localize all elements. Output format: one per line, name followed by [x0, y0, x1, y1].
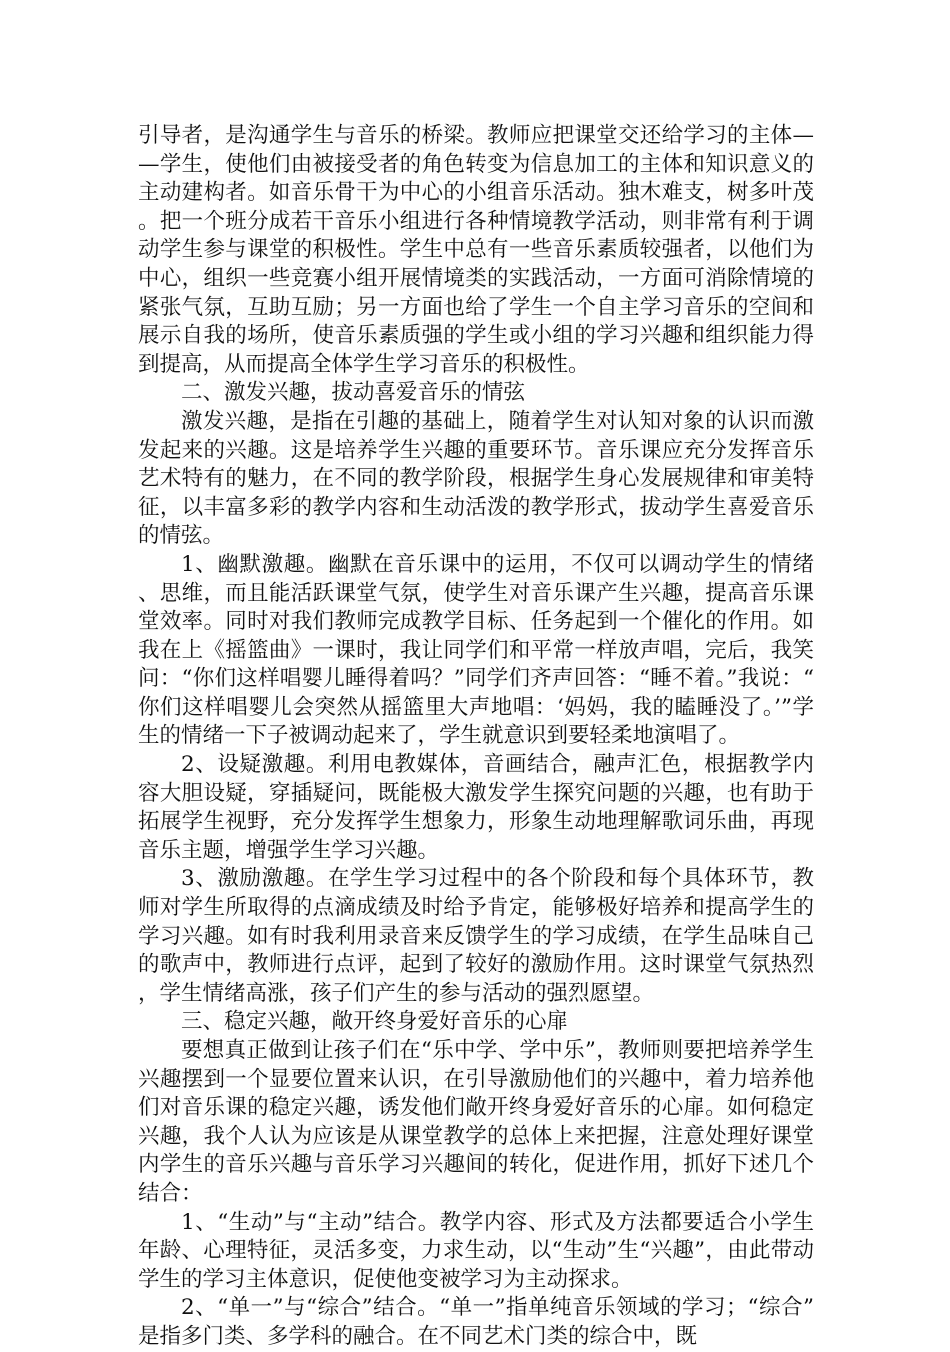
- paragraph-stimulate-interest: 激发兴趣，是指在引趣的基础上，随着学生对认知对象的认识而激发起来的兴趣。这是培养学生兴趣的重要环节。音乐课应充分发挥音乐艺术特有的魅力，在不同的教学阶段，根据学生身心发展规律和审美特征，以丰富多彩的教学内容和生动活泼的教学形式，拔动学生喜爱音乐的情弦。: [138, 408, 814, 549]
- paragraph-continued-intro: 引导者，是沟通学生与音乐的桥梁。教师应把课堂交还给学习的主体——学生，使他们由被接受者的角色转变为信息加工的主体和知识意义的主动建构者。如音乐骨干为中心的小组音乐活动。独木难支，树多叶茂。把一个班分成若干音乐小组进行各种情境教学活动，则非常有利于调动学生参与课堂的积极性。学生中总有一些音乐素质较强者，以他们为中心，组织一些竞赛小组开展情境类的实践活动，一方面可消除情境的紧张气氛，互助互励；另一方面也给了学生一个自主学习音乐的空间和展示自我的场所，使音乐素质强的学生或小组的学习兴趣和组织能力得到提高，从而提高全体学生学习音乐的积极性。: [138, 123, 814, 377]
- paragraph-single-comprehensive: 2、“单一”与“综合”结合。“单一”指单纯音乐领域的学习；“综合”是指多门类、多学科的融合。在不同艺术门类的综合中，既: [138, 1295, 814, 1349]
- paragraph-vivid-active: 1、“生动”与“主动”结合。教学内容、形式及方法都要适合小学生年龄、心理特征，灵活多变，力求生动，以“生动”生“兴趣”，由此带动学生的学习主体意识，促使他变被学习为主动探求。: [138, 1209, 814, 1292]
- section-heading-3: 三、稳定兴趣，敞开终身爱好音乐的心扉: [181, 1009, 569, 1035]
- paragraph-stabilize-interest: 要想真正做到让孩子们在“乐中学、学中乐”，教师则要把培养学生兴趣摆到一个显要位置来认识，在引导激励他们的兴趣中，着力培养他们对音乐课的稳定兴趣，诱发他们敞开终身爱好音乐的心扉。如何稳定兴趣，我个人认为应该是从课堂教学的总体上来把握，注意处理好课堂内学生的音乐兴趣与音乐学习兴趣间的转化，促进作用，抓好下述几个结合：: [138, 1038, 814, 1206]
- document-body: [138, 122, 814, 1352]
- paragraph-humor: 1、幽默激趣。幽默在音乐课中的运用，不仅可以调动学生的情绪、思维，而且能活跃课堂气氛，使学生对音乐课产生兴趣，提高音乐课堂效率。同时对我们教师完成教学目标、任务起到一个催化的作用。如我在上《摇篮曲》一课时，我让同学们和平常一样放声唱，完后，我笑问：“你们这样唱婴儿睡得着吗？”同学们齐声回答：“睡不着。”我说：“你们这样唱婴儿会突然从摇篮里大声地唱：‘妈妈，我的瞌睡没了。’”学生的情绪一下子被调动起来了，学生就意识到要轻柔地演唱了。: [138, 551, 814, 749]
- section-heading-2: 二、激发兴趣，拔动喜爱音乐的情弦: [181, 380, 526, 406]
- paragraph-encouragement: 3、激励激趣。在学生学习过程中的各个阶段和每个具体环节，教师对学生所取得的点滴成绩及时给予肯定，能够极好培养和提高学生的学习兴趣。如有时我利用录音来反馈学生的学习成绩，在学生品味自己的歌声中，教师进行点评，起到了较好的激励作用。这时课堂气氛热烈，学生情绪高涨，孩子们产生的参与活动的强烈愿望。: [138, 866, 814, 1006]
- paragraph-questioning: 2、设疑激趣。利用电教媒体，音画结合，融声汇色，根据教学内容大胆设疑，穿插疑问，既能极大激发学生探究问题的兴趣，也有助于拓展学生视野，充分发挥学生想象力，形象生动地理解歌词乐曲，再现音乐主题，增强学生学习兴趣。: [138, 752, 814, 863]
